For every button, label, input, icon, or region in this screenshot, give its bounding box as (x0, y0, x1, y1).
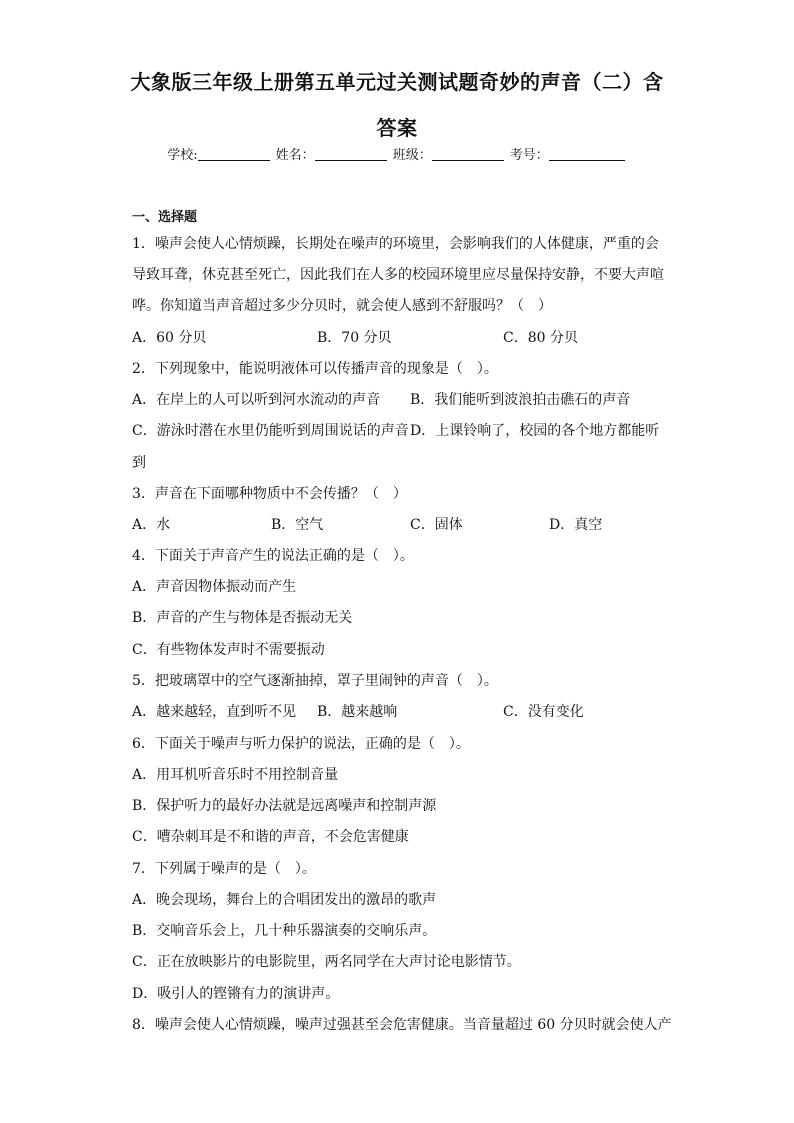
q4-option-a: A．声音因物体振动而产生 (132, 579, 297, 595)
school-label: 学校: (167, 148, 198, 163)
number-label: 考号： (509, 148, 549, 163)
q7-option-a: A．晚会现场，舞台上的合唱团发出的激昂的歌声 (132, 892, 437, 908)
q4-option-c: C．有些物体发声时不需要振动 (132, 642, 325, 658)
q1-option-c: C．80 分贝 (503, 330, 578, 346)
q1-line-1: 1．噪声会使人心情烦躁，长期处在噪声的环境里，会影响我们的人体健康，严重的会 (132, 236, 659, 252)
q5-option-a: A．越来越轻，直到听不见 (132, 704, 297, 720)
name-field[interactable] (315, 146, 387, 161)
q3-stem: 3．声音在下面哪种物质中不会传播？（ ） (132, 486, 407, 502)
section-heading: 一、选择题 (132, 210, 198, 225)
q5-option-b: B．越来越响 (317, 704, 398, 720)
q5-option-c: C．没有变化 (503, 704, 584, 720)
q2-option-d-continued: 到 (132, 455, 146, 471)
q6-option-a: A．用耳机听音乐时不用控制音量 (132, 767, 339, 783)
q2-option-c: C．游泳时潜在水里仍能听到周围说话的声音 (132, 423, 409, 439)
school-field[interactable] (198, 146, 270, 161)
q8-line-1: 8．噪声会使人心情烦躁，噪声过强甚至会危害健康。当音量超过 60 分贝时就会使人产 (132, 1017, 672, 1033)
q2-option-a: A．在岸上的人可以听到河水流动的声音 (132, 392, 381, 408)
q7-option-b: B．交响音乐会上，几十种乐器演奏的交响乐声。 (132, 923, 437, 939)
q3-option-d: D．真空 (549, 517, 603, 533)
page-title-continued: 答案 (376, 116, 418, 140)
class-field[interactable] (432, 146, 504, 161)
class-label: 班级： (392, 148, 432, 163)
q6-option-c: C．嘈杂刺耳是不和谐的声音，不会危害健康 (132, 829, 409, 845)
q3-option-a: A．水 (132, 517, 171, 533)
q5-stem: 5．把玻璃罩中的空气逐渐抽掉，罩子里闹钟的声音（ ）。 (132, 673, 498, 689)
q2-option-d: D．上课铃响了，校园的各个地方都能听 (410, 423, 660, 439)
q4-stem: 4．下面关于声音产生的说法正确的是（ ）。 (132, 548, 414, 564)
q1-option-a: A．60 分贝 (132, 330, 207, 346)
student-info-row (0, 144, 794, 163)
q2-stem: 2．下列现象中，能说明液体可以传播声音的现象是（ ）。 (132, 361, 498, 377)
q7-option-d: D．吸引人的铿锵有力的演讲声。 (132, 986, 340, 1002)
page-title: 大象版三年级上册第五单元过关测试题奇妙的声音（二）含 (130, 70, 664, 94)
q4-option-b: B．声音的产生与物体是否振动无关 (132, 610, 353, 626)
q7-stem: 7．下列属于噪声的是（ ）。 (132, 861, 316, 877)
q6-option-b: B．保护听力的最好办法就是远离噪声和控制声源 (132, 798, 437, 814)
q2-option-b: B．我们能听到波浪拍击礁石的声音 (410, 392, 631, 408)
number-field[interactable] (549, 146, 625, 161)
q1-line-3: 哗。你知道当声音超过多少分贝时，就会使人感到不舒服吗？（ ） (132, 298, 552, 314)
q3-option-c: C．固体 (410, 517, 463, 533)
q1-line-2: 导致耳聋，休克甚至死亡，因此我们在人多的校园环境里应尽量保持安静，不要大声喧 (132, 267, 664, 283)
q7-option-c: C．正在放映影片的电影院里，两名同学在大声讨论电影情节。 (132, 954, 521, 970)
q3-option-b: B．空气 (271, 517, 324, 533)
q1-option-b: B．70 分贝 (317, 330, 392, 346)
name-label: 姓名： (275, 148, 315, 163)
q6-stem: 6．下面关于噪声与听力保护的说法，正确的是（ ）。 (132, 736, 470, 752)
